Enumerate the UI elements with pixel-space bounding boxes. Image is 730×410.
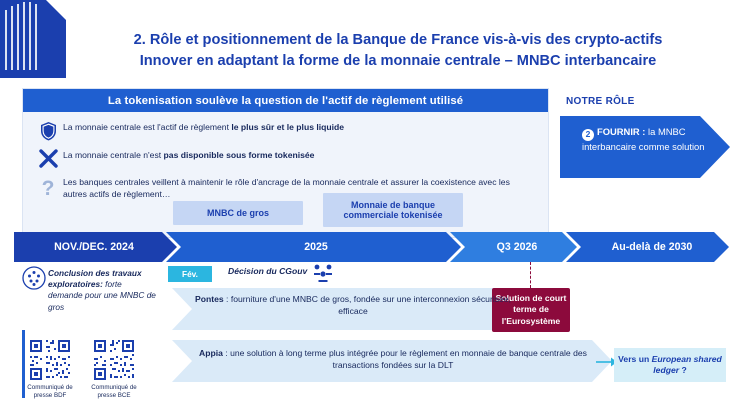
left-note-bold: Conclusion des travaux exploratoires:	[48, 268, 142, 290]
tag-monnaie-commerciale: Monnaie de banque commerciale tokenisée	[323, 193, 463, 227]
bullet-bold-1: pas disponible sous forme tokenisée	[163, 150, 315, 160]
governance-icon	[312, 262, 334, 284]
tokenisation-panel-title: La tokenisation soulève la question de l'actif de règlement utilisé	[23, 89, 548, 112]
tokenisation-panel	[22, 88, 549, 238]
timeline	[14, 232, 730, 262]
list-item	[33, 121, 538, 141]
bullet-text-0: La monnaie centrale est l'actif de règlement	[63, 122, 232, 132]
bullet-bold-0: le plus sûr et le plus liquide	[231, 122, 345, 132]
timeline-segment-1	[14, 232, 174, 262]
timeline-label-3: Q3 2026	[496, 241, 538, 253]
list-item-text	[63, 149, 314, 162]
notre-role-title: NOTRE RÔLE	[566, 96, 635, 107]
dashed-connector	[530, 262, 531, 288]
timeline-segment-2	[174, 232, 458, 262]
cross-icon	[33, 149, 63, 168]
bdf-logo	[22, 266, 46, 290]
pontes-text	[188, 293, 518, 317]
notre-role-text	[582, 126, 708, 153]
tag-mnbc-gros: MNBC de gros	[173, 201, 303, 225]
euro-post: ?	[679, 365, 687, 375]
pontes-rest: : fourniture d'une MNBC de gros, fondée sur une interconnexion sécurisée, efficace	[223, 294, 511, 317]
fev-tag: Fév.	[168, 266, 212, 282]
cgouv-text: Décision du CGouv	[228, 266, 308, 276]
page-title	[72, 30, 724, 72]
left-note	[48, 268, 158, 313]
timeline-segment-3	[458, 232, 576, 262]
left-note-rest: forte demande pour une MNBC de gros	[48, 279, 156, 312]
appia-bold: Appia	[199, 348, 223, 358]
page-title-line1: 2. Rôle et positionnement de la Banque de France vis-à-vis des crypto-actifs	[133, 32, 663, 48]
pontes-bold: Pontes	[195, 294, 224, 304]
appia-text	[186, 347, 600, 371]
euro-italic: European shared ledger	[651, 353, 722, 375]
qr-code-bdf[interactable]	[28, 338, 72, 382]
notre-role-body: la MNBC interbancaire comme solution	[582, 126, 705, 152]
svg-text:?: ?	[41, 177, 55, 198]
notre-role-number: 2	[582, 129, 594, 141]
shield-icon	[33, 121, 63, 141]
list-item	[33, 149, 538, 168]
bullet-text-2: Les banques centrales veillent à maintenir le rôle d'ancrage de la monnaie centrale et assurer la coexistence avec les autres actifs de règlement…	[63, 177, 510, 199]
question-icon	[33, 176, 63, 198]
notre-role-label: FOURNIR :	[597, 126, 646, 137]
bullet-text-1: La monnaie centrale n'est	[63, 150, 164, 160]
timeline-label-2: 2025	[304, 241, 328, 253]
bullet-list	[23, 112, 548, 200]
appia-rest: : une solution à long terme plus intégrée pour le règlement en monnaie de banque centrale des transactions fondées sur la DLT	[222, 348, 587, 371]
qr-caption-bce: Communiqué de presse BCE	[91, 384, 137, 399]
qr-caption-bdf: Communiqué de presse BDF	[27, 384, 73, 399]
euro-pre: Vers un	[618, 353, 652, 364]
page-title-line2: Innover en adaptant la forme de la monnaie centrale – MNBC interbancaire	[139, 53, 657, 70]
header-decoration	[0, 0, 66, 78]
timeline-label-1: NOV./DEC. 2024	[54, 241, 134, 253]
european-shared-ledger-box	[614, 348, 726, 382]
list-item-text	[63, 121, 344, 134]
qr-code-bce[interactable]	[92, 338, 136, 382]
timeline-label-4: Au-delà de 2030	[611, 241, 693, 253]
solution-court-terme-box: Solution de court terme de l'Eurosystème	[492, 288, 570, 332]
tag-row	[23, 201, 548, 231]
timeline-segment-4	[576, 232, 728, 262]
cgouv-label	[228, 266, 307, 276]
